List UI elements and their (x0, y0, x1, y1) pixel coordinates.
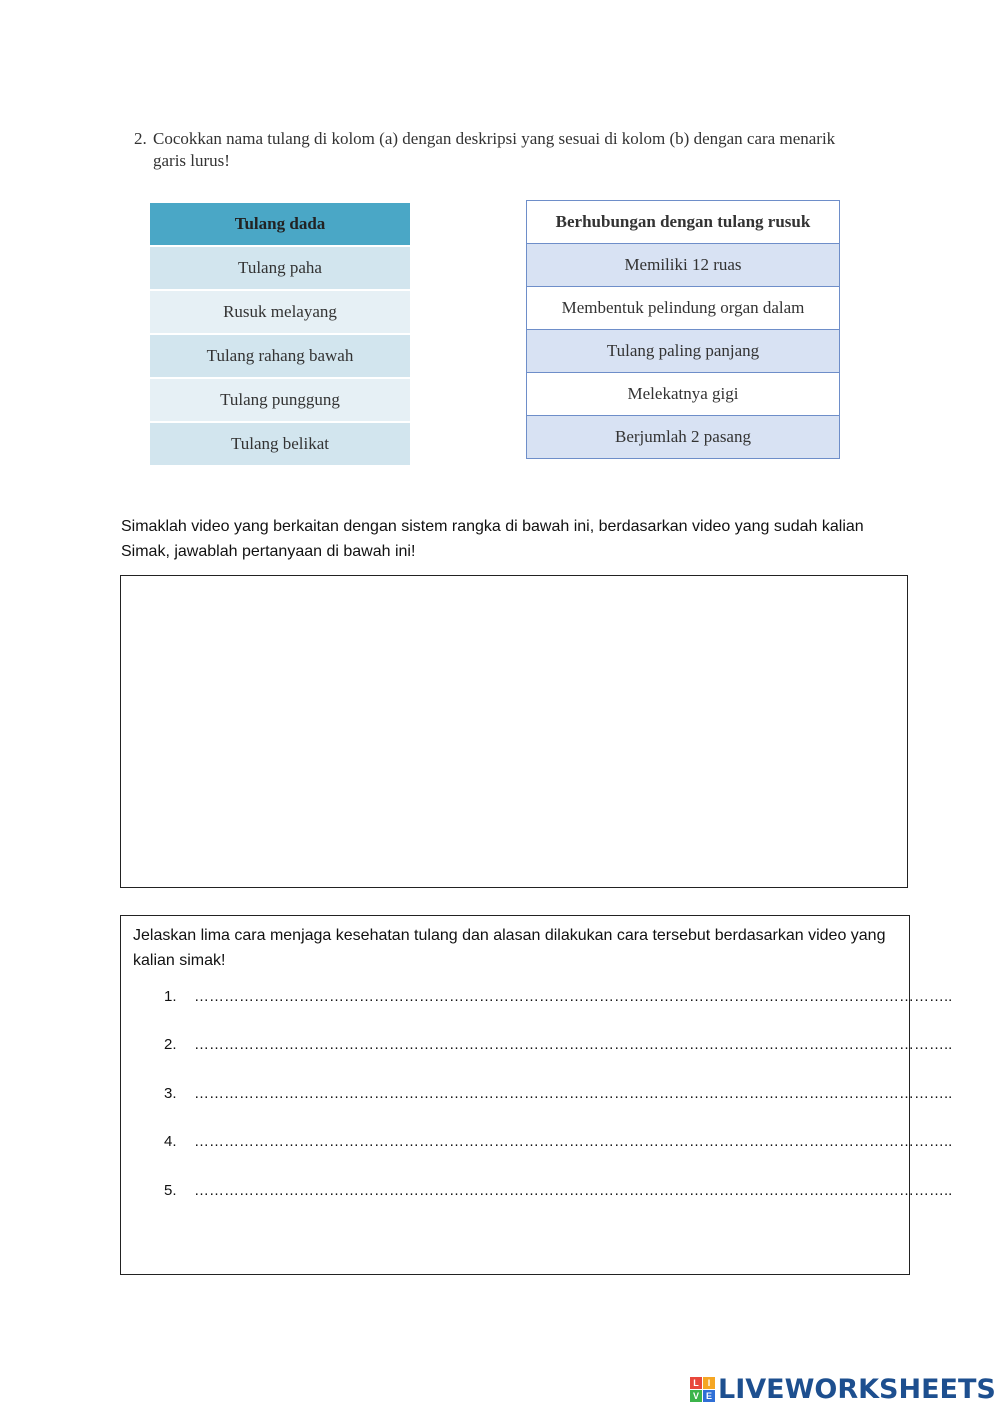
question-number: 2. (134, 129, 147, 148)
column-a-item[interactable]: Rusuk melayang (150, 291, 410, 333)
logo-mark-letter: E (703, 1390, 715, 1402)
video-instruction: Simaklah video yang berkaitan dengan sistem rangka di bawah ini, berdasarkan video yang sudah kalian Simak, jawablah pertanyaan di bawah ini! (121, 518, 864, 560)
column-b-item[interactable]: Berjumlah 2 pasang (527, 415, 839, 458)
answer-field[interactable]: …………………………………………………………………………………………………………………………………….. (194, 1085, 953, 1102)
answer-line-2[interactable] (164, 1036, 953, 1058)
logo-mark-letter: I (703, 1377, 715, 1389)
liveworksheets-logo (690, 1374, 996, 1404)
question-text: Cocokkan nama tulang di kolom (a) dengan deskripsi yang sesuai di kolom (b) dengan cara menarik garis lurus! (153, 129, 836, 170)
column-a-item[interactable]: Tulang belikat (150, 423, 410, 465)
column-a-item[interactable]: Tulang punggung (150, 379, 410, 421)
answer-field[interactable]: …………………………………………………………………………………………………………………………………….. (194, 1133, 953, 1150)
logo-wordmark: LIVEWORKSHEETS (718, 1373, 996, 1405)
answer-number: 5. (164, 1182, 177, 1199)
logo-mark-icon (690, 1377, 715, 1402)
column-a-header[interactable]: Tulang dada (150, 203, 410, 245)
column-b-item[interactable]: Membentuk pelindung organ dalam (527, 286, 839, 329)
video-embed-box[interactable] (120, 575, 908, 888)
column-a-item[interactable]: Tulang rahang bawah (150, 335, 410, 377)
answer-line-5[interactable] (164, 1182, 953, 1204)
essay-answer-box (120, 915, 953, 1275)
logo-mark-letter: L (690, 1377, 702, 1389)
answer-line-3[interactable] (164, 1085, 953, 1107)
logo-mark-letter: V (690, 1390, 702, 1402)
answer-number: 1. (164, 988, 177, 1005)
question-2 (134, 128, 854, 172)
answer-number: 3. (164, 1085, 177, 1102)
answer-line-1[interactable] (164, 988, 953, 1010)
answer-line-4[interactable] (164, 1133, 953, 1155)
answer-number: 4. (164, 1133, 177, 1150)
answer-field[interactable]: …………………………………………………………………………………………………………………………………….. (194, 988, 953, 1005)
answer-field[interactable]: …………………………………………………………………………………………………………………………………….. (194, 1036, 953, 1053)
answer-field[interactable]: …………………………………………………………………………………………………………………………………….. (194, 1182, 953, 1199)
column-b-item[interactable]: Melekatnya gigi (527, 372, 839, 415)
column-a-table (150, 203, 410, 465)
answer-number: 2. (164, 1036, 177, 1053)
column-b-item[interactable]: Tulang paling panjang (527, 329, 839, 372)
column-b-header[interactable]: Berhubungan dengan tulang rusuk (527, 201, 839, 243)
essay-prompt: Jelaskan lima cara menjaga kesehatan tulang dan alasan dilakukan cara tersebut berdasarkan video yang kalian simak! (133, 927, 886, 969)
column-b-table (526, 200, 840, 459)
column-a-item[interactable]: Tulang paha (150, 247, 410, 289)
column-b-item[interactable]: Memiliki 12 ruas (527, 243, 839, 286)
